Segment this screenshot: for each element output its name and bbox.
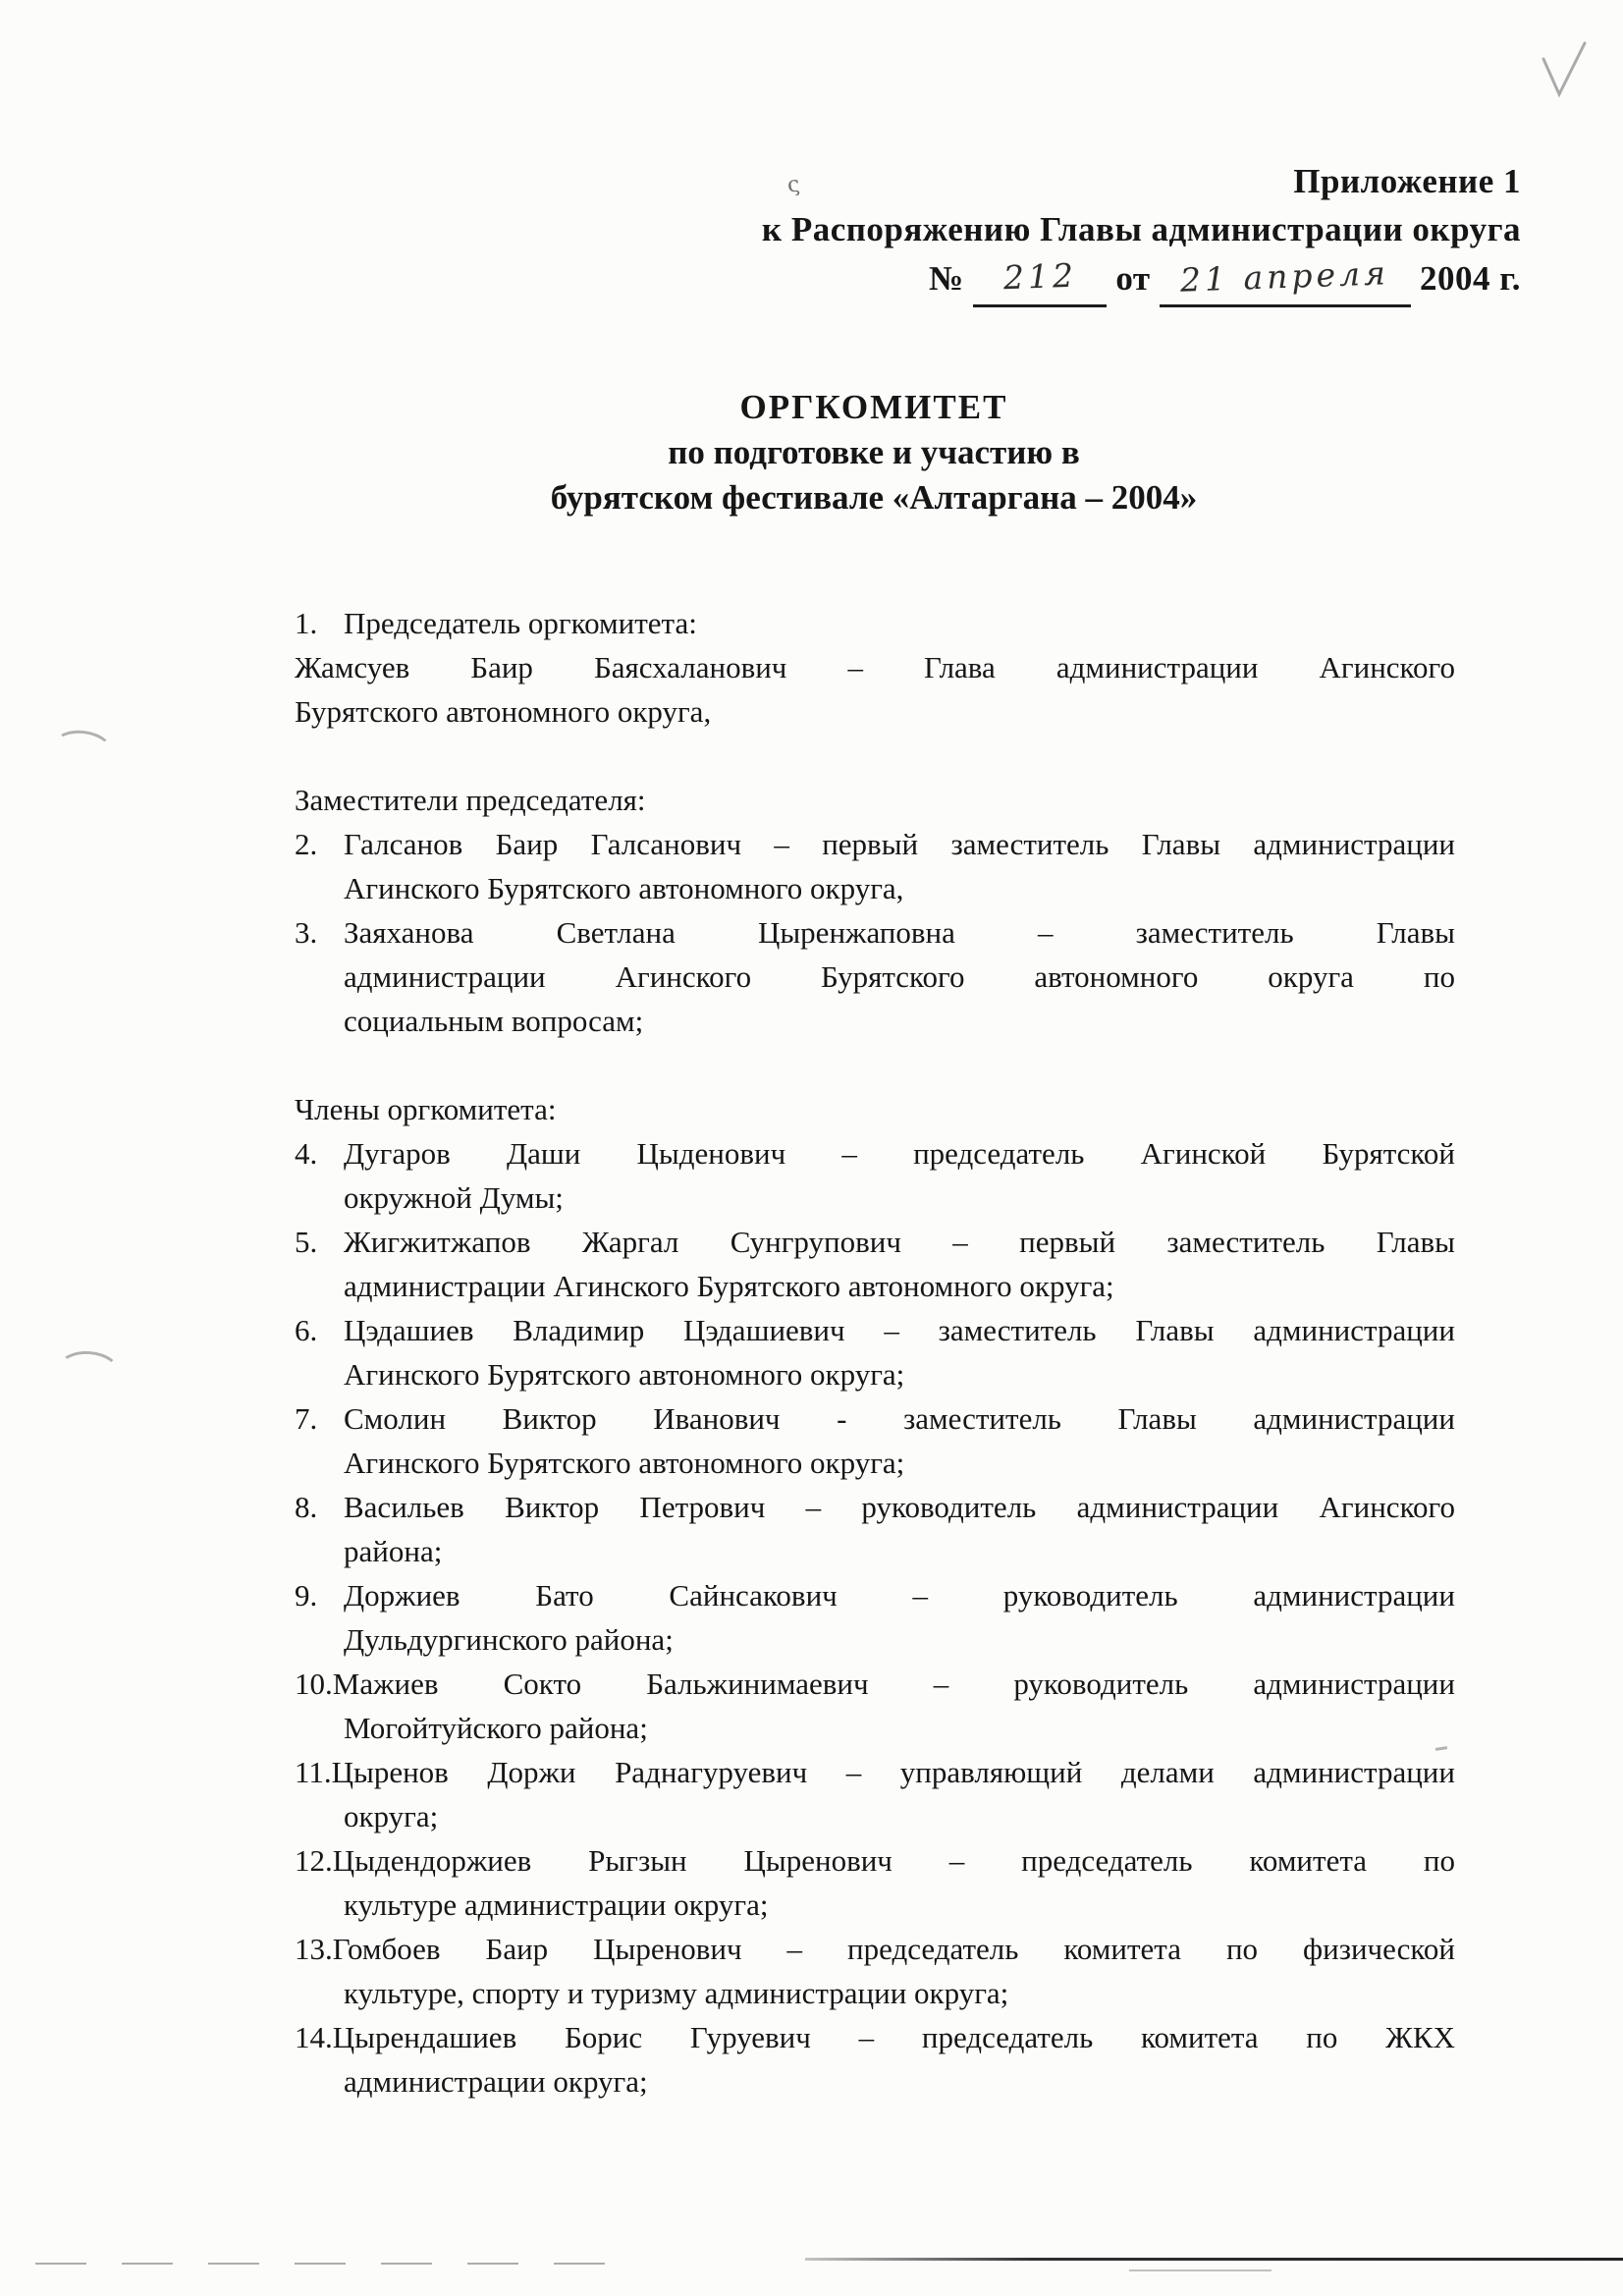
list-number: 1. [295,606,318,640]
line-text: администрации Агинского Бурятского автономного округа; [344,1269,1114,1303]
list-number: 9. [295,1578,318,1613]
line-text: Заяханова Светлана Цыренжаповна – заместитель Главы [344,915,1455,950]
list-number: 5. [295,1225,318,1259]
list-item-continuation [295,1883,1455,1927]
line-text: Цэдашиев Владимир Цэдашиевич – заместитель Главы администрации [344,1313,1455,1347]
list-number: 10. [295,1667,333,1701]
list-item-line [295,1396,1455,1441]
stray-pen-mark: ς [785,172,802,198]
line-text: округа; [344,1799,439,1833]
section-heading [295,1087,1455,1131]
list-item-continuation [295,1971,1455,2015]
line-text: Дугаров Даши Цыденович – председатель Агинской Бурятской [344,1136,1455,1171]
line-text: Члены оргкомитета: [295,1092,557,1126]
line-text: Галсанов Баир Галсанович – первый заместитель Главы администрации [344,827,1455,861]
list-number: 8. [295,1490,318,1524]
list-item-continuation [295,1352,1455,1396]
line-text: Доржиев Бато Сайнсакович – руководитель администрации [344,1578,1455,1613]
page-title [295,385,1453,520]
list-item-line [295,1485,1455,1529]
line-text: Председатель оргкомитета: [344,606,697,640]
line-text: администрации округа; [344,2064,648,2099]
order-reference-line: к Распоряжению Главы администрации округа [761,210,1521,248]
order-date-blank [1160,254,1411,307]
number-date-line [762,254,1521,307]
line-text: Дульдургинского района; [344,1622,674,1657]
list-number: 3. [295,915,318,950]
list-item-continuation [295,1617,1455,1662]
list-item-continuation [295,1441,1455,1485]
list-item-line [295,1662,1455,1706]
list-item-line [295,1927,1455,1971]
title-line-2: по подготовке и участию в [668,433,1080,471]
line-text: Гомбоев Баир Цыренович – председатель комитета по физической [332,1932,1455,1966]
list-number: 4. [295,1136,318,1171]
list-item-continuation [295,1264,1455,1308]
list-number: 6. [295,1313,318,1347]
handwritten-order-date: 21 апреля [1179,253,1390,300]
handwritten-order-number: 212 [1001,255,1078,298]
line-text: культуре, спорту и туризму администрации округа; [344,1976,1009,2010]
section-heading [295,778,1455,822]
document-header [762,157,1521,307]
appendix-label: Приложение 1 [1293,162,1521,200]
line-text: Жамсуев Баир Баясхаланович – Глава администрации Агинского [295,650,1455,684]
list-item-line [295,1220,1455,1264]
list-item-continuation [295,1706,1455,1750]
list-item-line [295,1308,1455,1352]
line-text: Васильев Виктор Петрович – руководитель администрации Агинского [344,1490,1455,1524]
list-item-line [295,822,1455,866]
line-text: района; [344,1534,443,1568]
list-item-continuation [295,1175,1455,1220]
date-preposition: от [1115,259,1151,298]
pencil-arc-mark [51,727,114,769]
paragraph-line [295,645,1455,689]
blank-line [295,734,1455,778]
line-text: Цырендашиев Борис Гуруевич – председатель комитета по ЖКХ [332,2020,1455,2054]
document-body [295,601,1455,2104]
list-item-continuation [295,999,1455,1043]
pencil-arc-mark [56,1349,122,1393]
blank-line [295,1043,1455,1087]
line-text: Агинского Бурятского автономного округа, [344,871,904,905]
title-line-3: бурятском фестивале «Алтаргана – 2004» [550,478,1198,517]
list-number: 12. [295,1843,333,1878]
paragraph-line [295,689,1455,734]
line-text: Бурятского автономного округа, [295,694,712,729]
list-number: 2. [295,827,318,861]
title-line-1: ОРГКОМИТЕТ [739,388,1008,426]
list-item-continuation [295,1529,1455,1573]
line-text: Смолин Виктор Иванович - заместитель Главы администрации [344,1401,1455,1436]
scan-artifact-dashed-line [35,2263,636,2265]
list-item-line [295,601,1455,645]
list-item-line [295,1838,1455,1883]
scan-artifact-dash [1129,2269,1271,2271]
year-label: 2004 г. [1420,259,1521,298]
line-text: Мажиев Сокто Бальжинимаевич – руководитель администрации [332,1667,1455,1701]
list-item-continuation [295,2059,1455,2104]
line-text: Могойтуйского района; [344,1711,648,1745]
line-text: Заместители председателя: [295,783,646,817]
scan-artifact-solid-line [805,2258,1623,2261]
list-number: 13. [295,1932,333,1966]
line-text: Агинского Бурятского автономного округа; [344,1357,905,1392]
line-text: администрации Агинского Бурятского автономного округа по [344,959,1455,994]
pencil-checkmark-icon [1530,33,1600,104]
line-text: Цыдендоржиев Рыгзын Цыренович – председатель комитета по [332,1843,1455,1878]
list-item-line [295,1573,1455,1617]
list-item-continuation [295,955,1455,999]
line-text: окружной Думы; [344,1180,564,1215]
list-item-line [295,1750,1455,1794]
list-item-line [295,910,1455,955]
number-sign: № [929,259,964,298]
line-text: Цыренов Доржи Раднагуруевич – управляющий делами администрации [331,1755,1455,1789]
list-number: 11. [295,1755,332,1789]
line-text: Агинского Бурятского автономного округа; [344,1446,905,1480]
list-item-continuation [295,866,1455,910]
list-number: 7. [295,1401,318,1436]
list-item-line [295,2015,1455,2059]
line-text: культуре администрации округа; [344,1887,769,1922]
order-number-blank [973,254,1107,307]
line-text: Жигжитжапов Жаргал Сунгрупович – первый заместитель Главы [344,1225,1455,1259]
line-text: социальным вопросам; [344,1004,644,1038]
list-number: 14. [295,2020,333,2054]
list-item-continuation [295,1794,1455,1838]
list-item-line [295,1131,1455,1175]
